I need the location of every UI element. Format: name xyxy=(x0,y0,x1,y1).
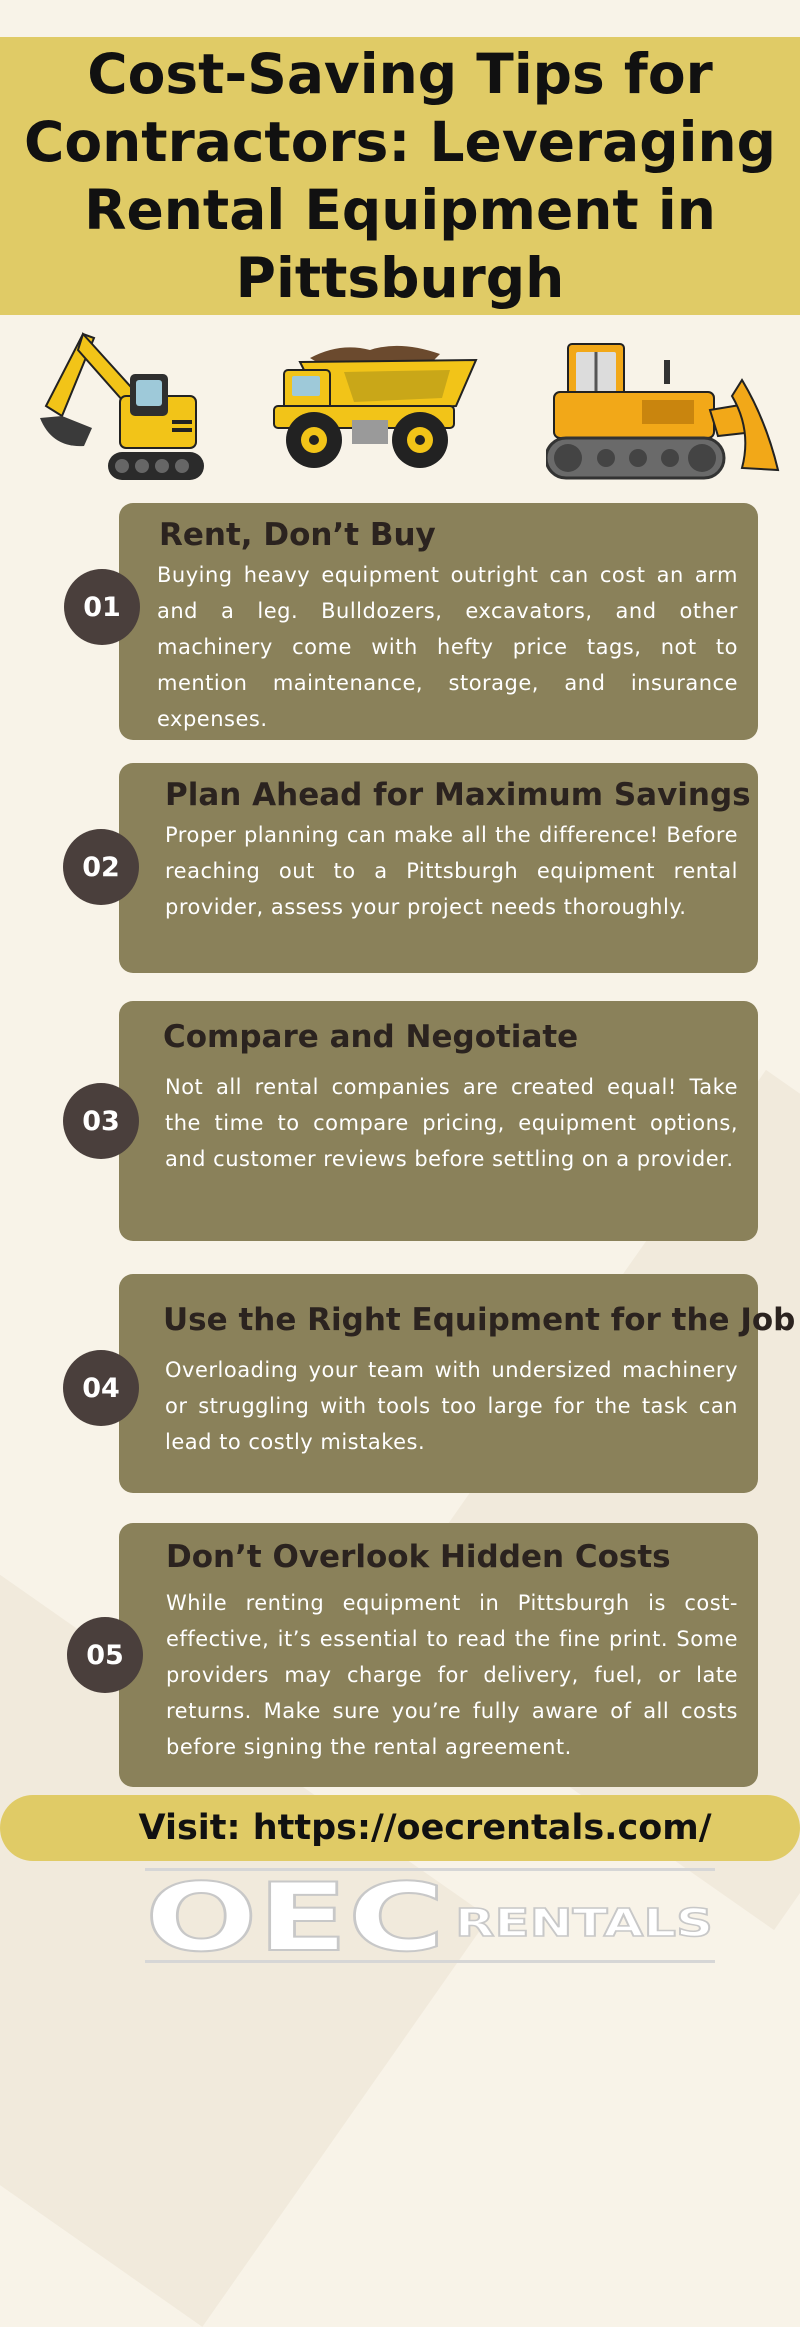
tip-text: While renting equipment in Pittsburgh is cost-effective, it’s essential to read the fine print. Some providers may charge for delivery, fuel, or late returns. Make sure you’re fully aware of all costs before signing the rental agreement. xyxy=(166,1591,738,1759)
tip-number-badge: 01 xyxy=(64,569,140,645)
tip-card-04 xyxy=(119,1274,796,1493)
tip-text: Overloading your team with undersized machinery or struggling with tools too large for the task can lead to costly mistakes. xyxy=(165,1358,738,1454)
tip-title: Don’t Overlook Hidden Costs xyxy=(166,1539,671,1575)
logo-brand: OEC xyxy=(145,1872,445,1958)
tip-title: Compare and Negotiate xyxy=(163,1019,579,1055)
tip-title: Plan Ahead for Maximum Savings xyxy=(165,777,751,813)
excavator-illustration xyxy=(38,328,208,484)
header-banner xyxy=(0,37,800,315)
page-title: Cost-Saving Tips for Contractors: Leveraging Rental Equipment in Pittsburgh xyxy=(23,42,776,310)
tip-title: Use the Right Equipment for the Job xyxy=(163,1302,796,1338)
visit-banner xyxy=(0,1795,800,1861)
dump-truck-illustration xyxy=(270,342,478,472)
tip-number-badge: 04 xyxy=(63,1350,139,1426)
tip-number-badge: 05 xyxy=(67,1617,143,1693)
website-link[interactable]: Visit: https://oecrentals.com/ xyxy=(138,1808,712,1848)
bulldozer-illustration xyxy=(546,340,780,482)
logo-word: RENTALS xyxy=(455,1901,713,1945)
tip-card-03 xyxy=(119,1001,758,1241)
tip-number-badge: 02 xyxy=(63,829,139,905)
tip-text: Buying heavy equipment outright can cost an arm and a leg. Bulldozers, excavators, and other machinery come with hefty price tags, not to mention maintenance, storage, and insurance expenses. xyxy=(157,563,738,731)
logo-divider xyxy=(145,1960,715,1963)
tip-card-05 xyxy=(119,1523,758,1787)
tip-card-01 xyxy=(119,503,758,740)
oec-rentals-logo xyxy=(145,1872,715,1958)
tip-number-badge: 03 xyxy=(63,1083,139,1159)
tip-text: Not all rental companies are created equal! Take the time to compare pricing, equipment options, and customer reviews before settling on a provider. xyxy=(165,1075,738,1171)
tip-card-02 xyxy=(119,763,758,973)
tip-text: Proper planning can make all the difference! Before reaching out to a Pittsburgh equipment rental provider, assess your project needs thoroughly. xyxy=(165,823,738,919)
logo-divider xyxy=(145,1868,715,1871)
tip-title: Rent, Don’t Buy xyxy=(159,517,436,553)
